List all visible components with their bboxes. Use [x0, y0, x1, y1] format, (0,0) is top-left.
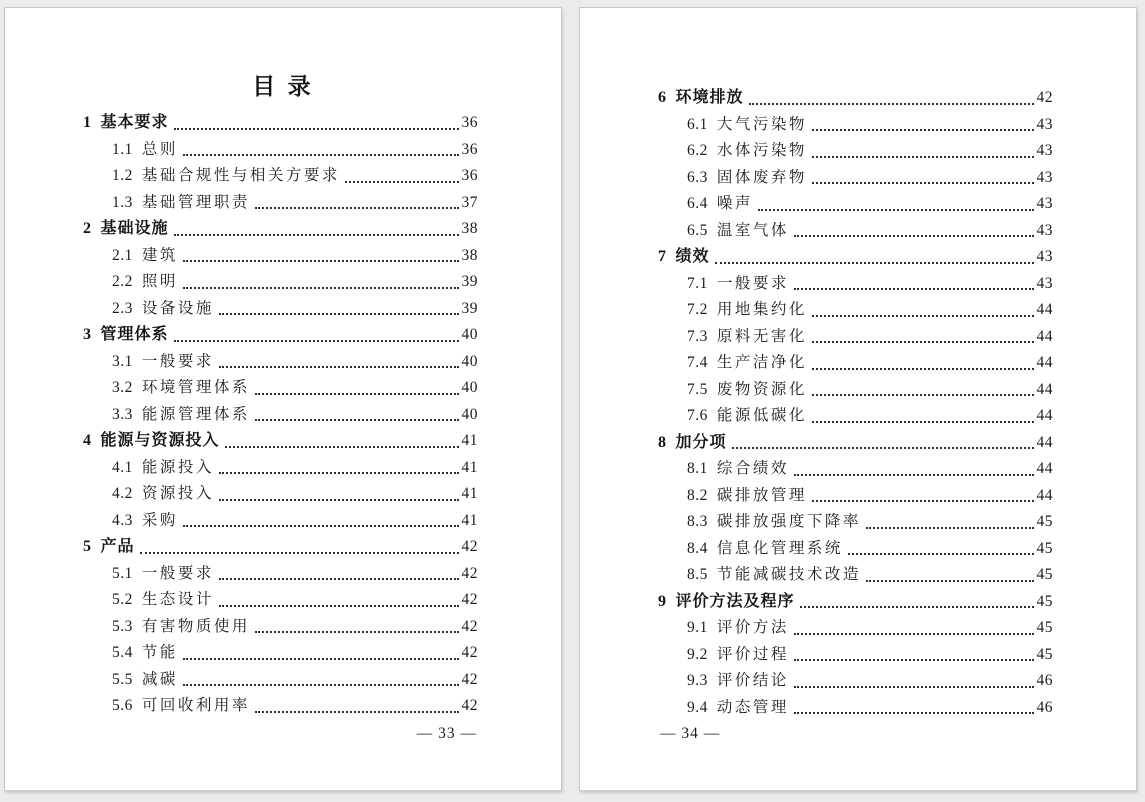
- toc-entry-number: 5.6: [112, 697, 133, 714]
- toc-leader-dots: [794, 633, 1034, 635]
- toc-leader-dots: [183, 154, 459, 156]
- toc-entry-number: 8.5: [687, 566, 708, 583]
- toc-entry-number: 9.4: [687, 698, 708, 716]
- toc-entry-label: 评价方法及程序: [675, 592, 795, 610]
- toc-leader-dots: [848, 553, 1034, 555]
- toc-entry: [83, 110, 478, 137]
- toc-entry: [83, 349, 478, 376]
- toc-entry: [658, 642, 1053, 669]
- toc-entry-page: 45: [1036, 513, 1053, 530]
- toc-entry-number: 8.2: [687, 486, 708, 504]
- toc-leader-dots: [174, 234, 459, 236]
- toc-entry-number: 2.3: [112, 299, 133, 317]
- toc-entry-label: 总则: [141, 140, 178, 158]
- toc-entry: [83, 693, 478, 720]
- toc-entry: [658, 430, 1053, 457]
- toc-entry: [83, 534, 478, 561]
- toc-entry-page: 42: [461, 538, 478, 555]
- toc-leader-dots: [794, 288, 1034, 290]
- toc-leader-dots: [812, 341, 1034, 343]
- toc-entry: [658, 218, 1053, 245]
- toc-leader-dots: [174, 128, 459, 130]
- toc-entry: [658, 615, 1053, 642]
- toc-entry-page: 41: [461, 432, 478, 449]
- toc-entry-label: 基本要求: [100, 114, 169, 131]
- toc-entry: [658, 138, 1053, 165]
- toc-entry-page: 42: [461, 670, 478, 688]
- toc-leader-dots: [183, 260, 459, 262]
- toc-entry-number: 4: [83, 432, 92, 449]
- toc-entry-page: 42: [1036, 89, 1053, 106]
- toc-leader-dots: [812, 500, 1034, 502]
- toc-entry-page: 42: [461, 564, 478, 582]
- toc-entry-label: 评价结论: [716, 672, 789, 689]
- toc-entry-page: 38: [461, 220, 478, 237]
- toc-leader-dots: [183, 658, 459, 660]
- toc-entry-page: 37: [461, 193, 478, 211]
- toc-entry-page: 39: [461, 273, 478, 290]
- toc-entry-page: 45: [1036, 566, 1053, 583]
- toc-entry-label: 资源投入: [141, 485, 214, 502]
- toc-entry-label: 管理体系: [100, 326, 169, 343]
- toc-leader-dots: [812, 156, 1034, 158]
- toc-leader-dots: [255, 631, 459, 633]
- toc-entry-label: 建筑: [141, 246, 178, 264]
- toc-entry-number: 6.1: [687, 115, 708, 133]
- toc-entry-label: 环境管理体系: [141, 379, 250, 396]
- toc-entry: [658, 403, 1053, 430]
- toc-list-page-34: [658, 85, 1053, 721]
- toc-entry-label: 照明: [141, 273, 178, 290]
- toc-entry-label: 基础设施: [100, 220, 169, 237]
- toc-entry-label: 综合绩效: [716, 460, 789, 477]
- toc-entry-page: 42: [461, 591, 478, 608]
- toc-leader-dots: [794, 474, 1034, 476]
- toc-entry: [658, 509, 1053, 536]
- toc-entry-label: 一般要求: [141, 564, 214, 582]
- toc-entry-label: 能源低碳化: [716, 407, 807, 424]
- toc-entry-label: 节能: [141, 644, 178, 661]
- toc-entry-page: 42: [461, 697, 478, 714]
- toc-entry-page: 43: [1036, 168, 1053, 186]
- toc-entry-number: 5.4: [112, 644, 133, 661]
- toc-entry-label: 生产洁净化: [716, 354, 807, 371]
- toc-entry-number: 7.3: [687, 327, 708, 345]
- toc-entry-page: 46: [1036, 672, 1053, 689]
- toc-entry-label: 碳排放强度下降率: [716, 513, 861, 530]
- toc-leader-dots: [219, 366, 459, 368]
- toc-entry-label: 能源投入: [141, 458, 214, 476]
- toc-entry-label: 水体污染物: [716, 142, 807, 159]
- toc-entry: [83, 163, 478, 190]
- toc-entry: [658, 244, 1053, 271]
- toc-entry: [83, 243, 478, 270]
- toc-entry-number: 9.1: [687, 619, 708, 636]
- toc-entry-label: 固体废弃物: [716, 168, 807, 186]
- toc-entry-number: 6.2: [687, 142, 708, 159]
- toc-title: 目 录: [252, 73, 314, 99]
- page-33: [4, 7, 562, 791]
- toc-entry-label: 一般要求: [141, 352, 214, 370]
- toc-entry-page: 44: [1036, 354, 1053, 371]
- toc-entry-label: 能源管理体系: [141, 405, 250, 423]
- toc-entry-number: 4.1: [112, 458, 133, 476]
- toc-entry-number: 7.6: [687, 407, 708, 424]
- toc-entry-number: 5: [83, 538, 92, 555]
- toc-entry-number: 8.1: [687, 460, 708, 477]
- toc-entry-number: 7.1: [687, 274, 708, 292]
- toc-entry-number: 9.3: [687, 672, 708, 689]
- toc-leader-dots: [812, 368, 1034, 370]
- toc-entry: [83, 137, 478, 164]
- toc-entry-page: 43: [1036, 274, 1053, 292]
- toc-entry: [658, 191, 1053, 218]
- toc-entry: [658, 562, 1053, 589]
- toc-entry-number: 5.2: [112, 591, 133, 608]
- toc-entry-page: 42: [461, 644, 478, 661]
- toc-entry: [83, 587, 478, 614]
- toc-leader-dots: [794, 659, 1034, 661]
- page-34: [579, 7, 1137, 791]
- toc-leader-dots: [758, 209, 1034, 211]
- toc-entry-label: 产品: [100, 538, 135, 555]
- toc-entry-number: 6.5: [687, 221, 708, 239]
- toc-entry: [83, 322, 478, 349]
- toc-leader-dots: [812, 315, 1034, 317]
- toc-entry: [658, 589, 1053, 616]
- toc-entry-number: 4.2: [112, 485, 133, 502]
- toc-entry-number: 1.1: [112, 140, 133, 158]
- toc-entry: [658, 324, 1053, 351]
- toc-entry-label: 一般要求: [716, 274, 789, 292]
- toc-leader-dots: [732, 447, 1034, 449]
- toc-entry-number: 1: [83, 114, 92, 131]
- toc-entry-label: 评价过程: [716, 645, 789, 663]
- toc-entry-number: 5.1: [112, 564, 133, 582]
- toc-leader-dots: [219, 472, 459, 474]
- toc-leader-dots: [140, 552, 459, 554]
- toc-entry-page: 41: [461, 485, 478, 502]
- toc-entry-label: 基础管理职责: [141, 193, 250, 211]
- toc-leader-dots: [183, 525, 459, 527]
- toc-entry-label: 噪声: [716, 195, 753, 212]
- toc-entry: [658, 695, 1053, 722]
- toc-entry-number: 6: [658, 89, 667, 106]
- toc-entry-page: 40: [461, 352, 478, 370]
- toc-entry: [83, 428, 478, 455]
- toc-entry-page: 42: [461, 617, 478, 635]
- toc-entry-page: 41: [461, 458, 478, 476]
- page-number-footer-34: — 34 —: [660, 725, 721, 742]
- toc-entry: [83, 640, 478, 667]
- toc-entry-page: 41: [461, 511, 478, 529]
- toc-entry-number: 2: [83, 220, 92, 237]
- toc-entry-number: 5.3: [112, 617, 133, 635]
- toc-entry-page: 36: [461, 167, 478, 184]
- toc-leader-dots: [174, 340, 459, 342]
- toc-entry-number: 6.3: [687, 168, 708, 186]
- toc-leader-dots: [183, 287, 459, 289]
- toc-entry-label: 可回收利用率: [141, 697, 250, 714]
- toc-leader-dots: [812, 421, 1034, 423]
- page-number-footer-33: — 33 —: [416, 725, 477, 742]
- toc-entry: [83, 667, 478, 694]
- toc-entry-page: 38: [461, 246, 478, 264]
- toc-entry-label: 基础合规性与相关方要求: [141, 167, 340, 184]
- toc-entry-number: 3: [83, 326, 92, 343]
- toc-entry-label: 绩效: [675, 248, 710, 265]
- toc-entry: [83, 614, 478, 641]
- toc-entry-number: 8.4: [687, 539, 708, 557]
- toc-entry-number: 7.2: [687, 301, 708, 318]
- toc-entry-number: 4.3: [112, 511, 133, 529]
- toc-entry-number: 9.2: [687, 645, 708, 663]
- toc-entry-number: 6.4: [687, 195, 708, 212]
- toc-entry: [658, 668, 1053, 695]
- toc-entry: [83, 455, 478, 482]
- toc-entry-number: 3.1: [112, 352, 133, 370]
- toc-entry-label: 大气污染物: [716, 115, 807, 133]
- toc-leader-dots: [255, 207, 459, 209]
- toc-entry-number: 3.3: [112, 405, 133, 423]
- toc-entry-label: 加分项: [675, 433, 727, 451]
- toc-leader-dots: [715, 262, 1034, 264]
- toc-leader-dots: [794, 235, 1034, 237]
- toc-entry-page: 39: [461, 299, 478, 317]
- toc-entry: [83, 481, 478, 508]
- toc-entry-label: 设备设施: [141, 299, 214, 317]
- toc-entry-page: 45: [1036, 539, 1053, 557]
- toc-entry: [658, 483, 1053, 510]
- toc-entry: [658, 536, 1053, 563]
- toc-entry-label: 环境排放: [675, 89, 744, 106]
- toc-leader-dots: [812, 182, 1034, 184]
- toc-entry-label: 废物资源化: [716, 380, 807, 398]
- toc-entry: [83, 561, 478, 588]
- toc-entry-page: 44: [1036, 460, 1053, 477]
- toc-list-page-33: [83, 110, 478, 720]
- toc-entry-number: 1.3: [112, 193, 133, 211]
- toc-entry-label: 有害物质使用: [141, 617, 250, 635]
- toc-entry: [658, 377, 1053, 404]
- toc-entry-page: 36: [461, 114, 478, 131]
- toc-entry-page: 43: [1036, 142, 1053, 159]
- toc-leader-dots: [812, 129, 1034, 131]
- toc-entry-page: 44: [1036, 327, 1053, 345]
- toc-leader-dots: [345, 181, 459, 183]
- toc-entry-page: 44: [1036, 380, 1053, 398]
- toc-entry-number: 7: [658, 248, 667, 265]
- toc-entry-page: 45: [1036, 619, 1053, 636]
- toc-entry-page: 40: [461, 405, 478, 423]
- toc-entry-number: 2.1: [112, 246, 133, 264]
- toc-entry-label: 碳排放管理: [716, 486, 807, 504]
- toc-leader-dots: [800, 606, 1034, 608]
- toc-entry-label: 生态设计: [141, 591, 214, 608]
- toc-entry-page: 44: [1036, 486, 1053, 504]
- toc-entry: [658, 165, 1053, 192]
- toc-entry-number: 8.3: [687, 513, 708, 530]
- toc-entry-label: 动态管理: [716, 698, 789, 716]
- toc-entry-page: 43: [1036, 248, 1053, 265]
- toc-entry-number: 9: [658, 592, 667, 610]
- toc-leader-dots: [749, 103, 1034, 105]
- toc-entry: [83, 375, 478, 402]
- toc-entry-label: 节能减碳技术改造: [716, 566, 861, 583]
- toc-entry-label: 信息化管理系统: [716, 539, 843, 557]
- toc-entry-number: 1.2: [112, 167, 133, 184]
- toc-entry-label: 温室气体: [716, 221, 789, 239]
- toc-entry-number: 8: [658, 433, 667, 451]
- toc-entry: [83, 402, 478, 429]
- toc-entry: [83, 508, 478, 535]
- toc-entry: [658, 350, 1053, 377]
- toc-leader-dots: [219, 605, 459, 607]
- toc-entry: [658, 297, 1053, 324]
- toc-entry-page: 44: [1036, 301, 1053, 318]
- toc-entry-number: 2.2: [112, 273, 133, 290]
- toc-entry: [83, 216, 478, 243]
- toc-entry-page: 43: [1036, 195, 1053, 212]
- toc-leader-dots: [183, 684, 459, 686]
- toc-entry-page: 43: [1036, 221, 1053, 239]
- toc-leader-dots: [866, 580, 1034, 582]
- toc-entry-number: 5.5: [112, 670, 133, 688]
- toc-entry-number: 3.2: [112, 379, 133, 396]
- toc-leader-dots: [255, 393, 459, 395]
- toc-entry-label: 能源与资源投入: [100, 432, 220, 449]
- toc-entry: [658, 456, 1053, 483]
- toc-leader-dots: [866, 527, 1034, 529]
- toc-leader-dots: [255, 711, 459, 713]
- toc-entry-page: 44: [1036, 407, 1053, 424]
- toc-entry: [658, 112, 1053, 139]
- toc-entry-number: 7.5: [687, 380, 708, 398]
- toc-entry-label: 原料无害化: [716, 327, 807, 345]
- toc-entry-number: 7.4: [687, 354, 708, 371]
- toc-entry-label: 采购: [141, 511, 178, 529]
- toc-entry-page: 46: [1036, 698, 1053, 716]
- toc-leader-dots: [794, 712, 1034, 714]
- toc-entry-label: 评价方法: [716, 619, 789, 636]
- toc-entry-label: 用地集约化: [716, 301, 807, 318]
- toc-leader-dots: [219, 313, 459, 315]
- toc-leader-dots: [219, 499, 459, 501]
- toc-entry-label: 减碳: [141, 670, 178, 688]
- toc-entry: [658, 85, 1053, 112]
- toc-entry-page: 40: [461, 379, 478, 396]
- toc-entry: [83, 190, 478, 217]
- toc-entry-page: 43: [1036, 115, 1053, 133]
- toc-leader-dots: [812, 394, 1034, 396]
- toc-leader-dots: [219, 578, 459, 580]
- toc-entry-page: 40: [461, 326, 478, 343]
- toc-entry: [83, 269, 478, 296]
- toc-leader-dots: [255, 419, 459, 421]
- toc-leader-dots: [225, 446, 459, 448]
- toc-entry-page: 45: [1036, 645, 1053, 663]
- toc-entry: [83, 296, 478, 323]
- toc-entry: [658, 271, 1053, 298]
- toc-entry-page: 44: [1036, 433, 1053, 451]
- toc-entry-page: 36: [461, 140, 478, 158]
- toc-leader-dots: [794, 686, 1034, 688]
- toc-entry-page: 45: [1036, 592, 1053, 610]
